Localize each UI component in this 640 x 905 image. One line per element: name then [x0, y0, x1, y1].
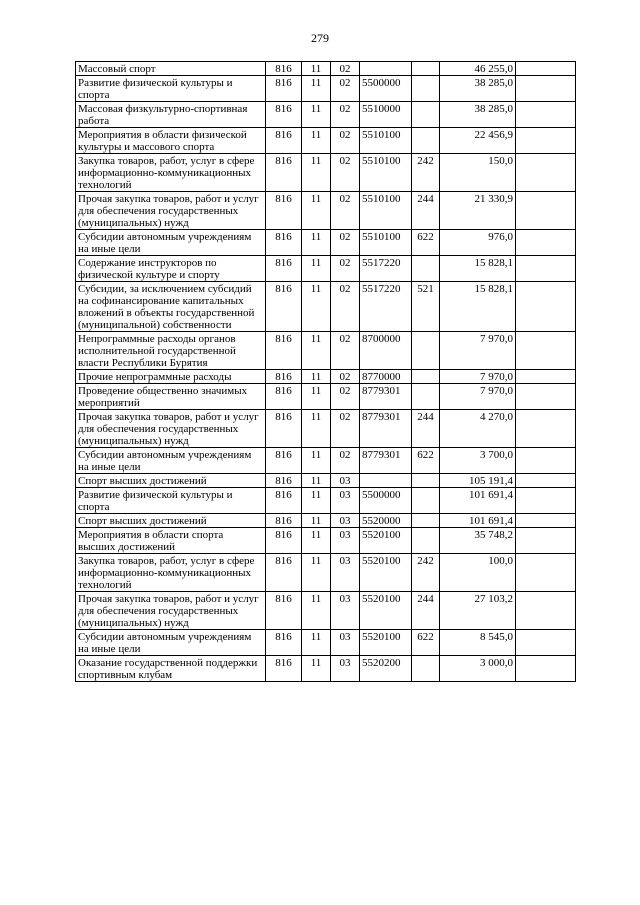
expense-name-cell: Оказание государственной поддержки спортивным клубам [76, 656, 266, 682]
table-row [76, 514, 576, 528]
amount-cell: 3 700,0 [440, 448, 516, 474]
expense-type-code-cell: 622 [412, 448, 440, 474]
subsection-code-cell: 03 [331, 488, 360, 514]
empty-cell [516, 488, 576, 514]
ministry-code-cell: 816 [266, 192, 302, 230]
ministry-code-cell: 816 [266, 410, 302, 448]
target-item-code-cell [360, 474, 412, 488]
expense-name-cell: Субсидии автономным учреждениям на иные цели [76, 230, 266, 256]
empty-cell [516, 554, 576, 592]
empty-cell [516, 528, 576, 554]
section-code-cell: 11 [302, 448, 331, 474]
target-item-code-cell: 5517220 [360, 256, 412, 282]
amount-cell: 38 285,0 [440, 76, 516, 102]
expense-type-code-cell [412, 128, 440, 154]
expense-name-cell: Прочая закупка товаров, работ и услуг для обеспечения государственных (муниципальных) нужд [76, 592, 266, 630]
target-item-code-cell: 5520000 [360, 514, 412, 528]
expense-type-code-cell: 242 [412, 154, 440, 192]
table-row [76, 62, 576, 76]
amount-cell: 46 255,0 [440, 62, 516, 76]
ministry-code-cell: 816 [266, 554, 302, 592]
subsection-code-cell: 02 [331, 256, 360, 282]
table-row [76, 410, 576, 448]
section-code-cell: 11 [302, 192, 331, 230]
section-code-cell: 11 [302, 256, 331, 282]
expense-type-code-cell [412, 76, 440, 102]
target-item-code-cell: 5520100 [360, 554, 412, 592]
subsection-code-cell: 03 [331, 592, 360, 630]
ministry-code-cell: 816 [266, 154, 302, 192]
empty-cell [516, 282, 576, 332]
amount-cell: 21 330,9 [440, 192, 516, 230]
target-item-code-cell: 8770000 [360, 370, 412, 384]
amount-cell: 105 191,4 [440, 474, 516, 488]
section-code-cell: 11 [302, 488, 331, 514]
expense-type-code-cell [412, 514, 440, 528]
table-row [76, 192, 576, 230]
table-row [76, 102, 576, 128]
target-item-code-cell: 8700000 [360, 332, 412, 370]
target-item-code-cell: 5510100 [360, 192, 412, 230]
amount-cell: 101 691,4 [440, 488, 516, 514]
empty-cell [516, 514, 576, 528]
expense-name-cell: Проведение общественно значимых мероприятий [76, 384, 266, 410]
amount-cell: 15 828,1 [440, 282, 516, 332]
target-item-code-cell: 5510100 [360, 154, 412, 192]
expense-name-cell: Спорт высших достижений [76, 514, 266, 528]
amount-cell: 4 270,0 [440, 410, 516, 448]
section-code-cell: 11 [302, 128, 331, 154]
ministry-code-cell: 816 [266, 76, 302, 102]
empty-cell [516, 76, 576, 102]
expense-type-code-cell [412, 528, 440, 554]
empty-cell [516, 656, 576, 682]
section-code-cell: 11 [302, 62, 331, 76]
expense-name-cell: Субсидии, за исключением субсидий на софинансирование капитальных вложений в объекты государственной (муниципальной) собственности [76, 282, 266, 332]
section-code-cell: 11 [302, 230, 331, 256]
expense-type-code-cell [412, 384, 440, 410]
section-code-cell: 11 [302, 554, 331, 592]
expense-name-cell: Закупка товаров, работ, услуг в сфере информационно-коммуникационных технологий [76, 554, 266, 592]
table-row [76, 488, 576, 514]
table-row [76, 282, 576, 332]
expense-name-cell: Прочие непрограммные расходы [76, 370, 266, 384]
target-item-code-cell: 8779301 [360, 384, 412, 410]
target-item-code-cell: 5510100 [360, 128, 412, 154]
table-row [76, 528, 576, 554]
empty-cell [516, 474, 576, 488]
amount-cell: 7 970,0 [440, 332, 516, 370]
amount-cell: 7 970,0 [440, 370, 516, 384]
table-row [76, 656, 576, 682]
amount-cell: 27 103,2 [440, 592, 516, 630]
section-code-cell: 11 [302, 102, 331, 128]
target-item-code-cell: 5520100 [360, 528, 412, 554]
subsection-code-cell: 03 [331, 474, 360, 488]
amount-cell: 101 691,4 [440, 514, 516, 528]
expense-type-code-cell [412, 102, 440, 128]
target-item-code-cell: 5520100 [360, 630, 412, 656]
expense-name-cell: Развитие физической культуры и спорта [76, 76, 266, 102]
empty-cell [516, 370, 576, 384]
empty-cell [516, 192, 576, 230]
subsection-code-cell: 02 [331, 76, 360, 102]
ministry-code-cell: 816 [266, 370, 302, 384]
section-code-cell: 11 [302, 282, 331, 332]
expense-type-code-cell [412, 656, 440, 682]
expense-type-code-cell: 244 [412, 592, 440, 630]
expense-name-cell: Субсидии автономным учреждениям на иные цели [76, 448, 266, 474]
subsection-code-cell: 03 [331, 514, 360, 528]
expense-type-code-cell [412, 474, 440, 488]
table-row [76, 384, 576, 410]
ministry-code-cell: 816 [266, 528, 302, 554]
amount-cell: 8 545,0 [440, 630, 516, 656]
target-item-code-cell: 5510000 [360, 102, 412, 128]
table-row [76, 592, 576, 630]
expense-name-cell: Мероприятия в области спорта высших достижений [76, 528, 266, 554]
subsection-code-cell: 03 [331, 656, 360, 682]
budget-table [75, 61, 576, 682]
empty-cell [516, 332, 576, 370]
ministry-code-cell: 816 [266, 488, 302, 514]
expense-type-code-cell: 622 [412, 630, 440, 656]
empty-cell [516, 230, 576, 256]
table-row [76, 230, 576, 256]
ministry-code-cell: 816 [266, 256, 302, 282]
ministry-code-cell: 816 [266, 656, 302, 682]
section-code-cell: 11 [302, 370, 331, 384]
ministry-code-cell: 816 [266, 282, 302, 332]
section-code-cell: 11 [302, 474, 331, 488]
ministry-code-cell: 816 [266, 474, 302, 488]
subsection-code-cell: 03 [331, 630, 360, 656]
expense-name-cell: Спорт высших достижений [76, 474, 266, 488]
amount-cell: 38 285,0 [440, 102, 516, 128]
subsection-code-cell: 02 [331, 62, 360, 76]
section-code-cell: 11 [302, 410, 331, 448]
ministry-code-cell: 816 [266, 630, 302, 656]
expense-type-code-cell [412, 256, 440, 282]
table-row [76, 474, 576, 488]
expense-name-cell: Массовый спорт [76, 62, 266, 76]
expense-type-code-cell: 244 [412, 410, 440, 448]
section-code-cell: 11 [302, 528, 331, 554]
table-row [76, 630, 576, 656]
empty-cell [516, 592, 576, 630]
subsection-code-cell: 02 [331, 370, 360, 384]
empty-cell [516, 630, 576, 656]
subsection-code-cell: 03 [331, 554, 360, 592]
subsection-code-cell: 02 [331, 154, 360, 192]
expense-type-code-cell: 521 [412, 282, 440, 332]
target-item-code-cell: 5500000 [360, 488, 412, 514]
amount-cell: 15 828,1 [440, 256, 516, 282]
subsection-code-cell: 02 [331, 128, 360, 154]
expense-name-cell: Прочая закупка товаров, работ и услуг для обеспечения государственных (муниципальных) нужд [76, 410, 266, 448]
empty-cell [516, 62, 576, 76]
section-code-cell: 11 [302, 384, 331, 410]
empty-cell [516, 384, 576, 410]
expense-name-cell: Закупка товаров, работ, услуг в сфере информационно-коммуникационных технологий [76, 154, 266, 192]
table-row [76, 128, 576, 154]
target-item-code-cell: 8779301 [360, 410, 412, 448]
subsection-code-cell: 03 [331, 528, 360, 554]
empty-cell [516, 128, 576, 154]
empty-cell [516, 256, 576, 282]
ministry-code-cell: 816 [266, 102, 302, 128]
amount-cell: 100,0 [440, 554, 516, 592]
expense-name-cell: Прочая закупка товаров, работ и услуг для обеспечения государственных (муниципальных) нужд [76, 192, 266, 230]
table-row [76, 154, 576, 192]
subsection-code-cell: 02 [331, 448, 360, 474]
empty-cell [516, 410, 576, 448]
target-item-code-cell: 5520200 [360, 656, 412, 682]
expense-type-code-cell [412, 370, 440, 384]
table-body [76, 62, 576, 682]
target-item-code-cell: 5510100 [360, 230, 412, 256]
empty-cell [516, 448, 576, 474]
section-code-cell: 11 [302, 514, 331, 528]
subsection-code-cell: 02 [331, 332, 360, 370]
ministry-code-cell: 816 [266, 384, 302, 410]
empty-cell [516, 154, 576, 192]
expense-type-code-cell [412, 488, 440, 514]
section-code-cell: 11 [302, 76, 331, 102]
expense-type-code-cell [412, 62, 440, 76]
section-code-cell: 11 [302, 656, 331, 682]
expense-name-cell: Непрограммные расходы органов исполнительной государственной власти Республики Бурятия [76, 332, 266, 370]
ministry-code-cell: 816 [266, 448, 302, 474]
ministry-code-cell: 816 [266, 514, 302, 528]
ministry-code-cell: 816 [266, 62, 302, 76]
target-item-code-cell [360, 62, 412, 76]
section-code-cell: 11 [302, 332, 331, 370]
section-code-cell: 11 [302, 592, 331, 630]
expense-name-cell: Субсидии автономным учреждениям на иные цели [76, 630, 266, 656]
target-item-code-cell: 8779301 [360, 448, 412, 474]
table-row [76, 448, 576, 474]
expense-type-code-cell: 244 [412, 192, 440, 230]
section-code-cell: 11 [302, 154, 331, 192]
expense-name-cell: Развитие физической культуры и спорта [76, 488, 266, 514]
expense-name-cell: Содержание инструкторов по физической культуре и спорту [76, 256, 266, 282]
section-code-cell: 11 [302, 630, 331, 656]
ministry-code-cell: 816 [266, 128, 302, 154]
target-item-code-cell: 5517220 [360, 282, 412, 332]
subsection-code-cell: 02 [331, 384, 360, 410]
amount-cell: 22 456,9 [440, 128, 516, 154]
expense-name-cell: Массовая физкультурно-спортивная работа [76, 102, 266, 128]
subsection-code-cell: 02 [331, 102, 360, 128]
expense-type-code-cell: 242 [412, 554, 440, 592]
target-item-code-cell: 5500000 [360, 76, 412, 102]
expense-name-cell: Мероприятия в области физической культуры и массового спорта [76, 128, 266, 154]
target-item-code-cell: 5520100 [360, 592, 412, 630]
subsection-code-cell: 02 [331, 192, 360, 230]
table-row [76, 76, 576, 102]
page-number: 279 [311, 31, 329, 45]
table-row [76, 554, 576, 592]
ministry-code-cell: 816 [266, 332, 302, 370]
subsection-code-cell: 02 [331, 410, 360, 448]
ministry-code-cell: 816 [266, 230, 302, 256]
amount-cell: 3 000,0 [440, 656, 516, 682]
subsection-code-cell: 02 [331, 282, 360, 332]
amount-cell: 976,0 [440, 230, 516, 256]
amount-cell: 35 748,2 [440, 528, 516, 554]
amount-cell: 7 970,0 [440, 384, 516, 410]
expense-type-code-cell: 622 [412, 230, 440, 256]
table-row [76, 332, 576, 370]
expense-type-code-cell [412, 332, 440, 370]
table-row [76, 256, 576, 282]
table-row [76, 370, 576, 384]
empty-cell [516, 102, 576, 128]
amount-cell: 150,0 [440, 154, 516, 192]
ministry-code-cell: 816 [266, 592, 302, 630]
subsection-code-cell: 02 [331, 230, 360, 256]
